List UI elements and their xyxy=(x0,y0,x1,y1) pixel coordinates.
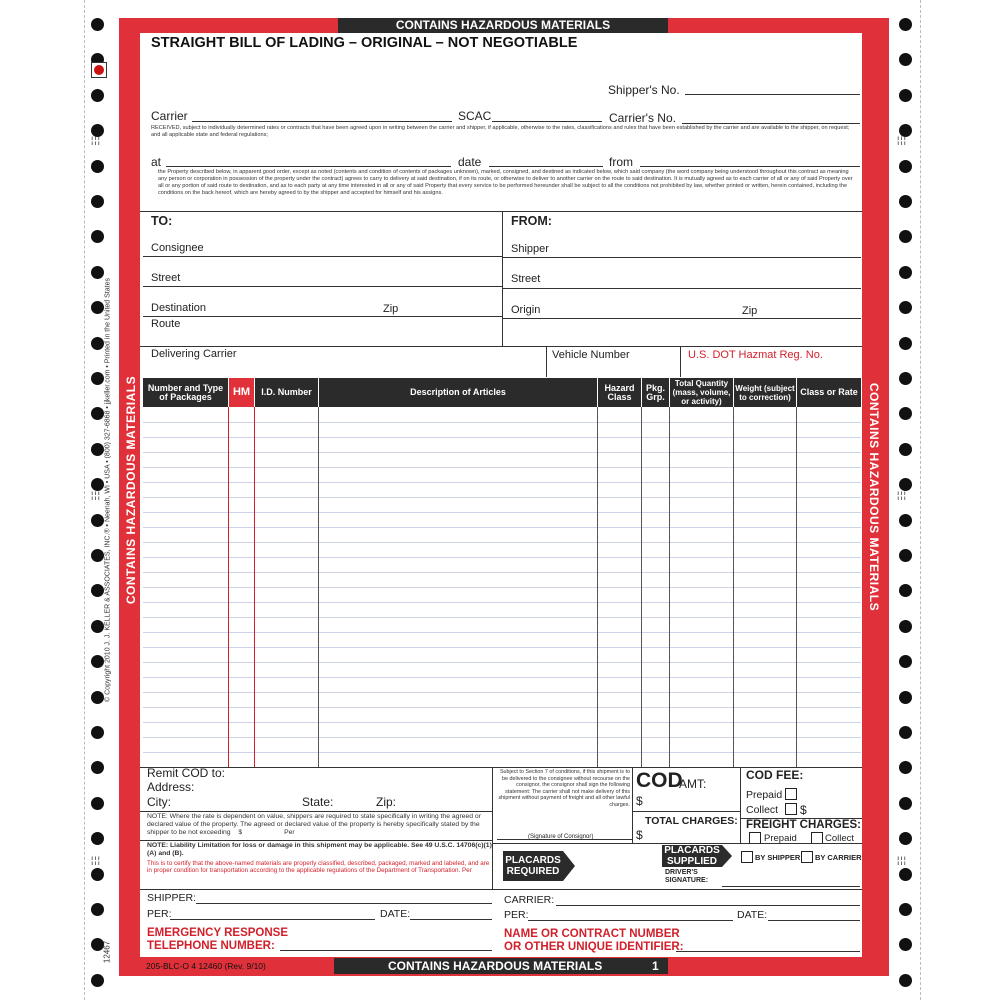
shipper-field[interactable] xyxy=(503,257,861,258)
property-text: the Property described below, in apparent good order, except as noted (contents and condition of contents of packages unknown), marked, consigned, and destined as indicated below, which said company (the word company being understood throughout this contract as meaning any person or corporation in possession of the property under the contract) agrees to carry to delivery at said destination, if on its route, or otherwise to deliver to another carrier on the route to said destination. It is mutually agreed as to each carrier of all or any of said Property over all or any portion of said route to destination, and as to each party at any time interested in all or any of said Property that every service to be performed hereunder shall be subject to all the conditions not prohibited by law, whether printed or written, herein contained, including the conditions on the back hereof, which are hereby agreed to by the shipper and accepted for himself and his assigns. xyxy=(158,169,853,196)
certification-text xyxy=(147,860,492,875)
feed-hole xyxy=(899,89,912,102)
feed-hole xyxy=(91,301,104,314)
feed-hole xyxy=(91,868,104,881)
zip-label-remit: Zip: xyxy=(376,795,397,809)
contract-number-field[interactable] xyxy=(676,951,860,952)
carrier-label: Carrier xyxy=(151,109,188,123)
band-bottom-text: CONTAINS HAZARDOUS MATERIALS xyxy=(388,959,603,973)
form-title: STRAIGHT BILL OF LADING – ORIGINAL – NOT NEGOTIABLE xyxy=(151,35,578,51)
feed-hole xyxy=(91,726,104,739)
by-carrier-label: BY CARRIER xyxy=(815,853,862,862)
th-class-rate: Class or Rate xyxy=(797,378,861,407)
feed-hole xyxy=(899,655,912,668)
feed-hole xyxy=(899,832,912,845)
divider-placards xyxy=(492,843,862,844)
feed-hole xyxy=(899,195,912,208)
feed-hole xyxy=(91,584,104,597)
feed-hole xyxy=(91,761,104,774)
table-row-line xyxy=(143,677,861,678)
carriers-no-field[interactable] xyxy=(682,123,860,124)
street-field-to[interactable] xyxy=(143,286,502,287)
table-row-line xyxy=(143,557,861,558)
feed-hole xyxy=(91,160,104,173)
by-carrier-checkbox[interactable] xyxy=(801,851,813,863)
state-label: State: xyxy=(302,795,334,809)
th-packages: Number and Type of Packages xyxy=(143,378,228,407)
shipper-per-field[interactable] xyxy=(170,919,375,920)
th-pkg-grp: Pkg. Grp. xyxy=(642,378,669,407)
divider-note xyxy=(140,840,492,841)
col-divider-qty xyxy=(733,407,734,767)
shipper-sign-label: SHIPPER: xyxy=(147,892,197,904)
side-label-right: CONTAINS HAZARDOUS MATERIALS xyxy=(867,382,881,612)
shippers-no-label: Shipper's No. xyxy=(608,83,680,97)
declared-value-note-text: NOTE: Where the rate is dependent on value, shippers are required to state specifically in writing the agreed or declared value of the property. The agreed or declared value of the property is hereby specifically stated by the shipper to be not exceeding xyxy=(147,813,481,837)
cod-fee-collect-label: Collect xyxy=(746,804,779,816)
th-hazard-class: Hazard Class xyxy=(598,378,641,407)
destination-field[interactable] xyxy=(143,316,502,317)
declared-value-dollar: $ xyxy=(238,829,243,837)
carrier-sign-label: CARRIER: xyxy=(504,894,555,906)
registration-mark xyxy=(91,62,107,78)
certification-per: Per xyxy=(462,867,472,875)
freight-charges-label: FREIGHT CHARGES: xyxy=(746,819,861,831)
feed-hole xyxy=(899,761,912,774)
band-top: CONTAINS HAZARDOUS MATERIALS xyxy=(338,18,668,33)
perforation-tick: ¦¦¦ xyxy=(897,490,908,500)
divider-remit xyxy=(140,811,492,812)
feed-hole xyxy=(91,372,104,385)
hazmat-reg-label: U.S. DOT Hazmat Reg. No. xyxy=(688,349,823,361)
destination-label: Destination xyxy=(151,302,207,314)
drivers-signature-label: DRIVER'S SIGNATURE: xyxy=(665,869,709,884)
feed-hole xyxy=(91,407,104,420)
cod-fee-label: COD FEE: xyxy=(746,768,804,782)
table-row-line xyxy=(143,617,861,618)
carrier-per-label: PER: xyxy=(504,909,529,921)
feed-hole xyxy=(91,832,104,845)
street-field-from[interactable] xyxy=(503,288,861,289)
perforation-tick: ¦¦¦ xyxy=(897,135,908,145)
shipper-per-label: PER: xyxy=(147,908,172,920)
table-row-line xyxy=(143,662,861,663)
address-label: Address: xyxy=(147,780,195,794)
liability-note: NOTE: Liability Limitation for loss or damage in this shipment may be applicable. See 49 U.S.C. 14706(c)(1)(A) and (B). xyxy=(147,842,492,857)
route-label: Route xyxy=(151,318,181,330)
origin-field[interactable] xyxy=(503,318,861,319)
origin-label: Origin xyxy=(511,304,541,316)
feed-hole xyxy=(899,974,912,987)
table-row-line xyxy=(143,647,861,648)
table-row-line xyxy=(143,437,861,438)
carrier-sign-field[interactable] xyxy=(556,905,860,906)
col-divider-hazard xyxy=(641,407,642,767)
perforation-tick: ¦¦¦ xyxy=(91,855,102,865)
zip-label-to: Zip xyxy=(383,303,399,315)
band-bottom-page: 1 xyxy=(652,959,659,973)
cod-dollar: $ xyxy=(636,794,643,808)
table-row-line xyxy=(143,587,861,588)
feed-hole xyxy=(899,514,912,527)
th-total-quantity: Total Quantity (mass, volume, or activity) xyxy=(670,378,733,407)
section7-text: Subject to Section 7 of conditions, if this shipment is to be delivered to the consignee without recourse on the consignor, the consignor shall sign the following statement: The carrier shall not make delivery of this shipment without payment of freight and all other lawful charges. xyxy=(498,769,630,808)
cod-fee-prepaid-label: Prepaid xyxy=(746,789,783,801)
cod-label: COD xyxy=(636,769,683,792)
zip-label-from: Zip xyxy=(742,305,758,317)
feed-hole xyxy=(91,549,104,562)
carrier-date-label: DATE: xyxy=(737,909,768,921)
scac-label: SCAC xyxy=(458,109,492,123)
feed-hole xyxy=(91,230,104,243)
divider-fee xyxy=(740,767,741,843)
total-charges-label: TOTAL CHARGES: xyxy=(645,815,738,827)
feed-hole xyxy=(899,584,912,597)
th-id-number: I.D. Number xyxy=(255,378,318,407)
emergency-phone-field[interactable] xyxy=(280,950,492,951)
table-row-line xyxy=(143,602,861,603)
from-field[interactable] xyxy=(640,166,860,167)
cod-fee-collect-checkbox[interactable] xyxy=(785,803,797,815)
consignee-label: Consignee xyxy=(151,242,204,254)
total-charges-dollar: $ xyxy=(636,828,643,842)
table-row-line xyxy=(143,722,861,723)
right-perforation xyxy=(920,0,921,1000)
cod-fee-prepaid-checkbox[interactable] xyxy=(785,788,797,800)
by-shipper-label: BY SHIPPER xyxy=(755,853,801,862)
feed-hole xyxy=(91,514,104,527)
feed-hole xyxy=(91,266,104,279)
shippers-no-field[interactable] xyxy=(685,94,860,95)
feed-hole xyxy=(899,797,912,810)
feed-hole xyxy=(91,903,104,916)
at-field[interactable] xyxy=(166,166,451,167)
feed-hole xyxy=(899,549,912,562)
contract-number-label: NAME OR CONTRACT NUMBER OR OTHER UNIQUE IDENTIFIER: xyxy=(504,928,684,953)
table-row-line xyxy=(143,707,861,708)
divider-to-from xyxy=(140,211,862,212)
feed-hole xyxy=(899,903,912,916)
by-shipper-checkbox[interactable] xyxy=(741,851,753,863)
feed-hole xyxy=(91,691,104,704)
left-perforation xyxy=(84,0,85,1000)
cod-fee-dollar: $ xyxy=(800,803,807,817)
perforation-tick: ¦¦¦ xyxy=(897,855,908,865)
freight-prepaid-label: Prepaid xyxy=(764,833,797,844)
declared-value-per: Per xyxy=(284,829,295,837)
route-field[interactable] xyxy=(140,346,862,347)
feed-hole xyxy=(899,868,912,881)
feed-hole xyxy=(91,18,104,31)
col-divider-desc xyxy=(597,407,598,767)
th-hm: HM xyxy=(229,378,254,407)
table-row-line xyxy=(143,542,861,543)
feed-hole xyxy=(91,797,104,810)
col-divider-id xyxy=(318,407,319,767)
consignee-field[interactable] xyxy=(143,256,502,257)
divider-vehicle xyxy=(546,346,547,377)
placards-required-badge: PLACARDS REQUIRED xyxy=(503,851,563,881)
declared-value-note xyxy=(147,813,489,838)
carriers-no-label: Carrier's No. xyxy=(609,111,676,125)
street-label-to: Street xyxy=(151,272,181,284)
remit-cod-label: Remit COD to: xyxy=(147,766,226,780)
table-row-line xyxy=(143,512,861,513)
consignor-signature-label: (Signature of Consignor) xyxy=(528,834,594,840)
divider-cod-total xyxy=(632,811,740,812)
col-divider-pkg xyxy=(669,407,670,767)
date-field[interactable] xyxy=(489,166,603,167)
shipper-date-label: DATE: xyxy=(380,908,411,920)
street-label-from: Street xyxy=(511,273,541,285)
form-code-side: 12467 xyxy=(102,940,112,964)
side-label-left: CONTAINS HAZARDOUS MATERIALS xyxy=(124,375,138,605)
feed-hole xyxy=(899,337,912,350)
perforation-tick: ¦¦¦ xyxy=(91,135,102,145)
divider-section7 xyxy=(492,767,493,889)
table-row-line xyxy=(143,527,861,528)
table-row-line xyxy=(143,692,861,693)
feed-hole xyxy=(91,655,104,668)
table-row-line xyxy=(143,482,861,483)
placards-required-arrow xyxy=(563,851,575,881)
city-label: City: xyxy=(147,795,171,809)
divider-hazmat xyxy=(680,346,681,377)
th-weight: Weight (subject to correction) xyxy=(734,378,796,407)
divider-to-from-vertical xyxy=(502,211,503,346)
table-row-line xyxy=(143,632,861,633)
perforation-tick: ¦¦¦ xyxy=(91,490,102,500)
shipper-label: Shipper xyxy=(511,243,549,255)
col-divider-weight xyxy=(796,407,797,767)
table-row-line xyxy=(143,422,861,423)
emergency-response-label: EMERGENCY RESPONSE TELEPHONE NUMBER: xyxy=(147,927,289,952)
feed-hole xyxy=(91,89,104,102)
feed-hole xyxy=(899,407,912,420)
vehicle-number-label: Vehicle Number xyxy=(552,349,630,361)
shipper-date-field[interactable] xyxy=(410,919,492,920)
feed-hole xyxy=(899,620,912,633)
from-label: from xyxy=(609,155,633,169)
divider-signatures xyxy=(140,889,862,890)
divider-cod xyxy=(632,767,633,843)
col-divider-hm-left xyxy=(228,407,229,767)
received-text: RECEIVED, subject to individually determined rates or contracts that have been agreed upon in writing between the carrier and shipper, if applicable, otherwise to the rates, classifications and rules that have been established by the carrier and are available to the shipper, on request; and all applicable state and federal regulations; xyxy=(151,125,850,138)
feed-hole xyxy=(91,974,104,987)
feed-hole xyxy=(899,301,912,314)
feed-hole xyxy=(899,18,912,31)
table-row-line xyxy=(143,467,861,468)
feed-hole xyxy=(899,938,912,951)
drivers-signature-field[interactable] xyxy=(722,886,860,887)
feed-hole xyxy=(899,266,912,279)
feed-hole xyxy=(899,443,912,456)
feed-hole xyxy=(91,337,104,350)
certification-body: This is to certify that the above-named materials are properly classified, described, packaged, marked and labeled, and are in proper condition for transportation according to the applicable regulations of the Department of Transportation. xyxy=(147,860,490,875)
form-code-bottom: 205-BLC-O 4 12460 (Rev. 9/10) xyxy=(146,961,266,971)
copyright-notice: © Copyright 2010 J. J. KELLER & ASSOCIATES, INC.® • Neenah, WI • USA • (800) 327-6868 • jjkeller.com • Printed in the United States xyxy=(104,278,112,702)
feed-hole xyxy=(899,53,912,66)
carrier-per-field[interactable] xyxy=(528,920,733,921)
carrier-field[interactable] xyxy=(192,121,452,122)
placards-supplied-badge: PLACARDS SUPPLIED xyxy=(662,845,722,867)
feed-hole xyxy=(91,195,104,208)
placards-supplied-arrow xyxy=(722,845,732,867)
feed-hole xyxy=(899,726,912,739)
freight-collect-label: Collect xyxy=(825,833,855,844)
cod-amt-label: AMT: xyxy=(679,777,707,791)
feed-hole xyxy=(899,230,912,243)
col-divider-hm-right xyxy=(254,407,255,767)
from-heading: FROM: xyxy=(511,214,552,228)
table-row-line xyxy=(143,497,861,498)
at-label: at xyxy=(151,155,162,169)
carrier-date-field[interactable] xyxy=(768,920,860,921)
delivering-carrier-label: Delivering Carrier xyxy=(151,348,237,360)
feed-hole xyxy=(91,620,104,633)
to-heading: TO: xyxy=(151,214,173,228)
feed-hole xyxy=(91,443,104,456)
table-row-line xyxy=(143,737,861,738)
th-description: Description of Articles xyxy=(319,378,597,407)
feed-hole xyxy=(899,691,912,704)
band-bottom xyxy=(334,958,668,974)
date-label: date xyxy=(458,155,482,169)
feed-hole xyxy=(899,160,912,173)
scac-field[interactable] xyxy=(492,121,602,122)
table-row-line xyxy=(143,752,861,753)
table-row-line xyxy=(143,572,861,573)
table-row-line xyxy=(143,452,861,453)
feed-hole xyxy=(899,372,912,385)
shipper-sign-field[interactable] xyxy=(196,903,492,904)
